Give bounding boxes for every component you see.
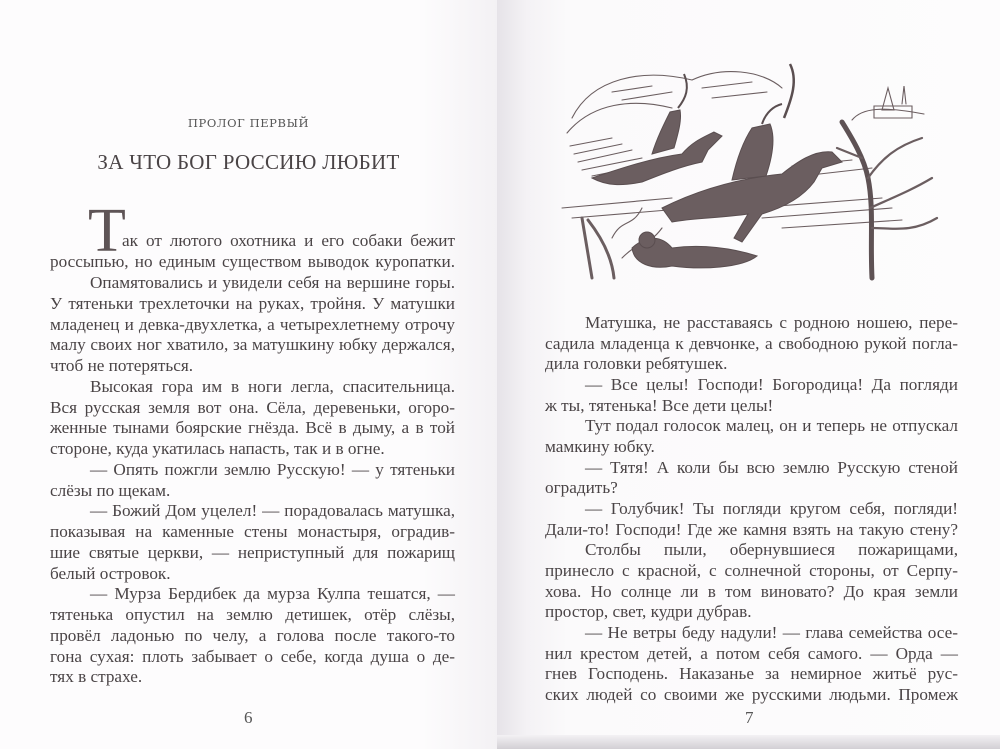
text-line: белый островок.: [50, 564, 171, 583]
text-line: гона сухая: плоть забывает о себе, когда душа о де-: [50, 647, 455, 666]
text-line: принесло с красной, с солнечной стороны, от Серпу-: [545, 561, 958, 580]
text-line: стороне, куда укатилась напасть, так и в огне.: [50, 439, 385, 458]
text-line: садила младенца к девчонке, а свободною рукой погла-: [545, 334, 958, 353]
text-line: дила головки ребятушек.: [545, 354, 728, 373]
text-line: чтоб не потеряться.: [50, 356, 194, 375]
text-line: ак от лютого охотника и его собаки бежит: [122, 231, 455, 250]
text-line: хова. Но солнце ли в том виновато? До края земли: [545, 582, 958, 601]
text-line: Тут подал голосок малец, он и теперь не отпускал: [585, 416, 958, 435]
text-line: женные тынами боярские гнёзда. Всё в дыму, а в той: [50, 418, 455, 437]
text-line: шие святые церкви, — неприступный для пожарищ: [50, 543, 455, 562]
text-line: малу своих ног хватило, за матушкину юбку держался,: [50, 335, 455, 354]
text-line: — Божий Дом уцелел! — порадовалась матушка,: [90, 501, 455, 520]
text-line: мамкину юбку.: [545, 437, 655, 456]
text-line: простор, свет, кудри дубрав.: [545, 602, 752, 621]
text-line: — Голубчик! Ты погляди кругом себя, погляди!: [585, 499, 958, 518]
text-line: — Все целы! Господи! Богородица! Да погляди: [585, 375, 958, 394]
text-line: тях в страхе.: [50, 667, 143, 686]
text-line: младенец и девка-двухлетка, а четырехлетнему отрочу: [50, 315, 455, 334]
text-line: — Мурза Бердибек да мурза Кулпа тешатся, —: [90, 584, 455, 603]
text-line: ж ты, тятенька! Все дети целы!: [545, 396, 774, 415]
left-page: [0, 0, 497, 749]
text-line: Столбы пыли, обернувшиеся пожарищами,: [585, 540, 958, 559]
text-line: — Опять пожгли землю Русскую! — у тятеньки: [90, 460, 455, 479]
page-edge: [497, 735, 1000, 749]
text-line: Опамятовались и увидели себя на вершине горы.: [90, 273, 455, 292]
chapter-title: ЗА ЧТО БОГ РОССИЮ ЛЮБИТ: [97, 150, 400, 174]
page-number: 7: [745, 708, 754, 727]
text-line: россыпью, но единым существом выводок куропатки.: [50, 252, 455, 271]
engraving-illustration: [552, 58, 954, 286]
text-line: Высокая гора им в ноги легла, спасительница.: [90, 377, 455, 396]
text-line: ских людей со своими же русскими людьми. Промеж: [545, 685, 958, 704]
page-number: 6: [244, 708, 253, 727]
text-line: — Тятя! А коли бы всю землю Русскую стеной: [585, 458, 958, 477]
running-head: ПРОЛОГ ПЕРВЫЙ: [187, 116, 310, 130]
text-line: Матушка, не расставаясь с родною ношею, пере-: [585, 313, 958, 332]
drop-cap: Т: [88, 197, 126, 265]
text-line: Вся русская земля вот она. Сёла, деревеньки, огоро-: [50, 398, 455, 417]
text-line: — Не ветры беду надули! — глава семейства осе-: [585, 623, 958, 642]
text-line: нил крестом детей, а потом себя самого. — Орда —: [545, 644, 958, 663]
text-line: оградить?: [545, 478, 618, 497]
text-line: провёл ладонью по челу, а голова после такого-то: [50, 626, 455, 645]
text-line: гнев Господень. Наказанье за немирное житьё рус-: [545, 664, 958, 683]
text-line: У тятеньки трехлеточки на руках, тройня. У матушки: [50, 294, 455, 313]
text-line: тятенька опустил на землю детишек, отёр слёзы,: [50, 605, 455, 624]
text-line: Дали-то! Господи! Где же камня взять на такую стену?: [545, 520, 958, 539]
text-line: показывая на каменные стены монастыря, оградив-: [50, 522, 455, 541]
text-line: слёзы по щекам.: [50, 481, 171, 500]
